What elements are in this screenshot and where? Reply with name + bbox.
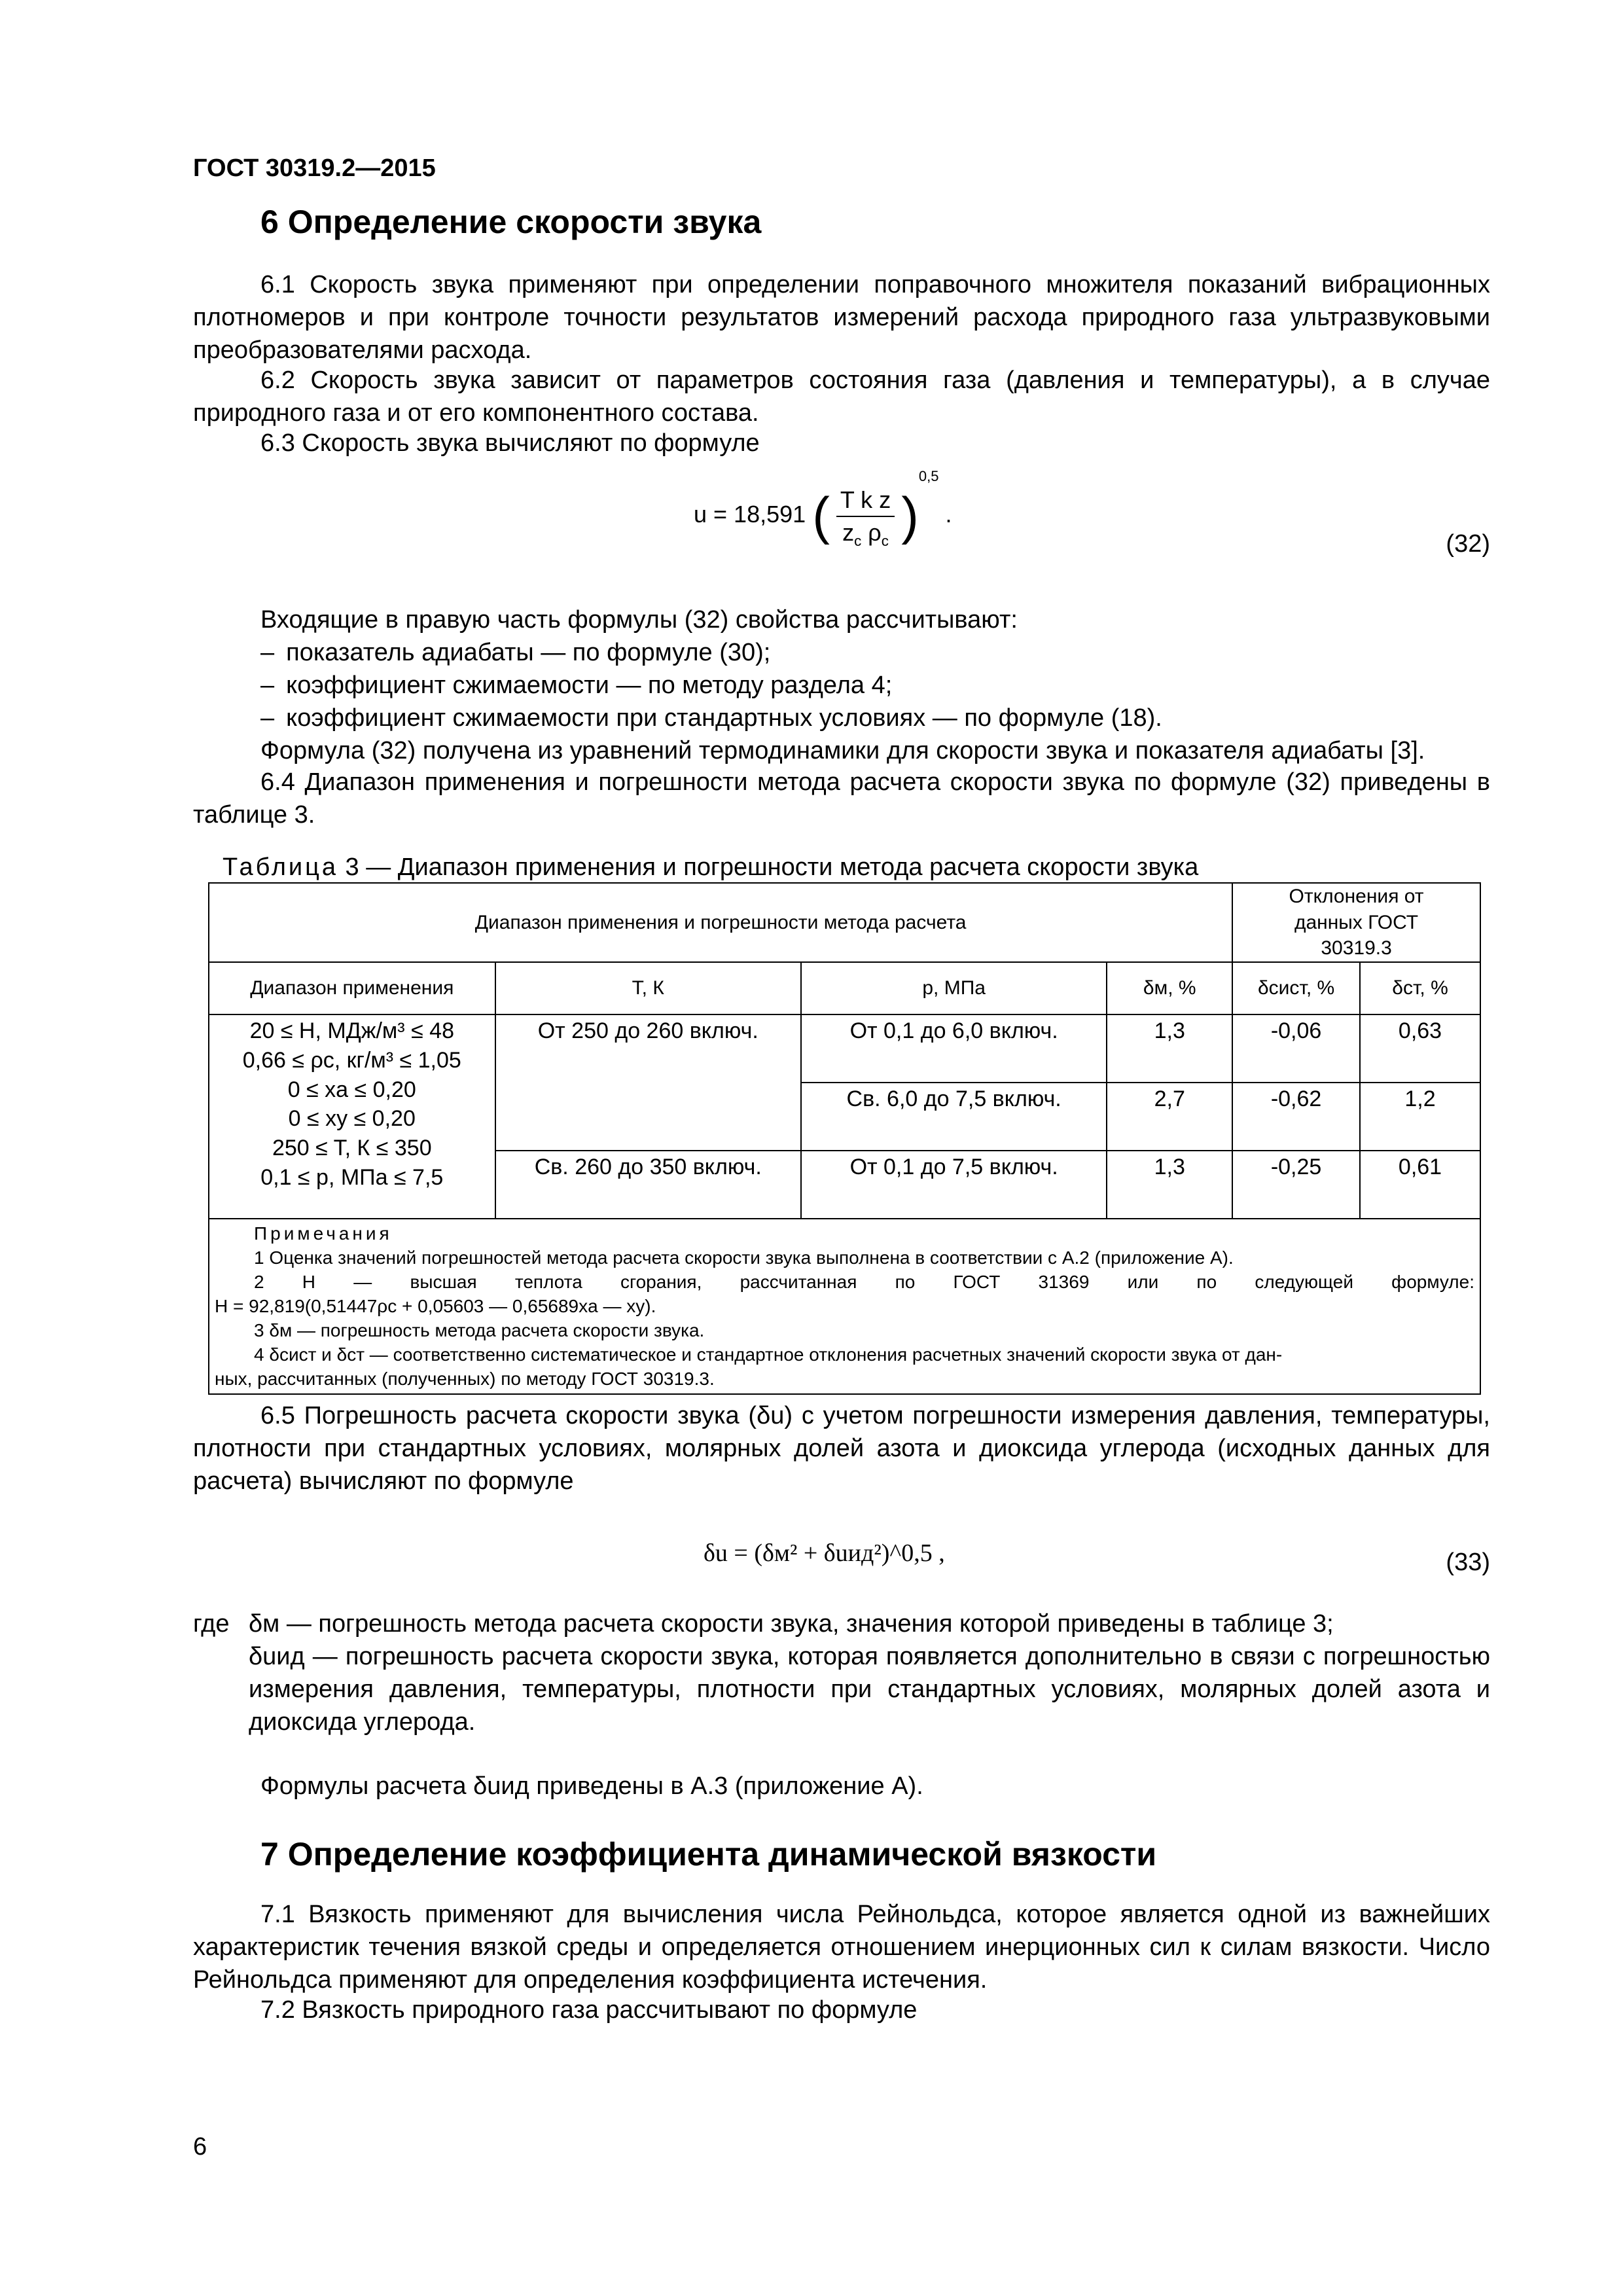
table-cell-dst-1: 0,63 — [1360, 1014, 1480, 1083]
property-item-3: – коэффициент сжимаемости при стандартных условиях — по формуле (18). — [260, 704, 1162, 732]
formula-32-exponent: 0,5 — [918, 468, 939, 485]
formula-33: δu = (δм² + δuид²)^0,5 , — [704, 1539, 945, 1567]
equation-number-32: (32) — [1446, 530, 1490, 558]
table-cell-p-1: От 0,1 до 6,0 включ. — [801, 1014, 1107, 1083]
range-cell: 20 ≤ H, МДж/м³ ≤ 48 0,66 ≤ ρc, кг/м³ ≤ 1,05 0 ≤ xa ≤ 0,20 0 ≤ xy ≤ 0,20 250 ≤ T, К ≤ 350 0,1 ≤ p, МПа ≤ 7,5 — [209, 1014, 495, 1219]
left-paren-icon: ( — [812, 486, 830, 545]
table-cell-dm-3: 1,3 — [1107, 1151, 1232, 1219]
note-2: 2 H — высшая теплота сгорания, рассчитанная по ГОСТ 31369 или по следующей формуле: — [254, 1271, 1474, 1292]
note-4-cont: ных, рассчитанных (полученных) по методу ГОСТ 30319.3. — [215, 1368, 715, 1389]
section-7-title: 7 Определение коэффициента динамической вязкости — [260, 1836, 1157, 1873]
paragraph-6-5: 6.5 Погрешность расчета скорости звука (δu) с учетом погрешности измерения давления, температуры, плотности при стандартных условиях, молярных долей азота и диоксида углерода (исходных данных для расчета) вычисляют по формуле — [193, 1402, 1490, 1496]
table-cell-dm-2: 2,7 — [1107, 1083, 1232, 1151]
page-number: 6 — [193, 2133, 207, 2161]
header-T: T, К — [495, 962, 801, 1014]
header-dm: δм, % — [1107, 962, 1232, 1014]
table-cell-p-2: Св. 6,0 до 7,5 включ. — [801, 1083, 1107, 1151]
header-main: Диапазон применения и погрешности метода расчета — [209, 883, 1232, 962]
where-lead: где — [193, 1610, 230, 1638]
formulas-reference: Формулы расчета δuид приведены в А.3 (приложение А). — [260, 1772, 923, 1800]
note-2-formula: H = 92,819(0,51447ρc + 0,05603 — 0,65689xa — xy). — [215, 1295, 656, 1316]
notes-heading: Примечания — [254, 1223, 393, 1244]
where-duid: δuид — погрешность расчета скорости звука, которая появляется дополнительно в связи с погрешностью измерения давления, температуры, плотности при стандартных условиях, молярных долей азота и диоксида углерода. — [249, 1643, 1490, 1736]
table-cell-dm-1: 1,3 — [1107, 1014, 1232, 1083]
header-p: p, МПа — [801, 962, 1107, 1014]
formula-32-fraction — [836, 484, 895, 548]
table-cell-T-1: От 250 до 260 включ. — [495, 1014, 801, 1151]
formula-32-tail: . — [945, 501, 952, 528]
note-1: 1 Оценка значений погрешностей метода расчета скорости звука выполнена в соответствии с А.2 (приложение А). — [254, 1247, 1234, 1268]
equation-number-33: (33) — [1446, 1549, 1490, 1576]
table-3 — [208, 882, 1481, 1395]
section-6-title: 6 Определение скорости звука — [260, 204, 762, 240]
paragraph-7-1: 7.1 Вязкость применяют для вычисления числа Рейнольдса, которое является одной из важнейших характеристик течения вязкой среды и определяется отношением инерционных сил к силам вязкости. Число Рейнольдса применяют для определения коэффициента истечения. — [193, 1901, 1490, 1994]
paragraph-7-2: 7.2 Вязкость природного газа рассчитывают по формуле — [260, 1996, 918, 2024]
table-cell-dsist-2: -0,62 — [1232, 1083, 1360, 1151]
header-deviations: Отклонения от данных ГОСТ 30319.3 — [1232, 883, 1480, 962]
header-dsist: δсист, % — [1232, 962, 1360, 1014]
paragraph-6-2: 6.2 Скорость звука зависит от параметров состояния газа (давления и температуры), а в случае природного газа и от его компонентного состава. — [193, 367, 1490, 427]
table-3-caption: Таблица 3 — Диапазон применения и погрешности метода расчета скорости звука — [223, 853, 1199, 881]
formula-32-denominator: $z_c$ $\rho_c$ — [842, 518, 889, 549]
property-item-1: – показатель адиабаты — по формуле (30); — [260, 639, 771, 666]
table-cell-T-3: Св. 260 до 350 включ. — [495, 1151, 801, 1219]
header-dst: δст, % — [1360, 962, 1480, 1014]
formula-32-lhs: u = 18,591 — [694, 501, 806, 528]
table-notes — [209, 1219, 1480, 1395]
right-paren-icon: ) — [901, 486, 919, 545]
property-item-2: – коэффициент сжимаемости — по методу раздела 4; — [260, 672, 893, 699]
paragraph-6-1: 6.1 Скорость звука применяют при определении поправочного множителя показаний вибрационных плотномеров и при контроле точности результатов измерений расхода природного газа ультразвуковыми преобразователями расхода. — [193, 271, 1490, 365]
properties-intro: Входящие в правую часть формулы (32) свойства рассчитывают: — [260, 606, 1018, 634]
formula-32-note: Формула (32) получена из уравнений термодинамики для скорости звука и показателя адиабаты [3]. — [260, 737, 1425, 764]
paragraph-6-3: 6.3 Скорость звука вычисляют по формуле — [260, 429, 760, 457]
table-cell-dsist-3: -0,25 — [1232, 1151, 1360, 1219]
table-cell-dst-2: 1,2 — [1360, 1083, 1480, 1151]
table-cell-dsist-1: -0,06 — [1232, 1014, 1360, 1083]
table-cell-p-3: От 0,1 до 7,5 включ. — [801, 1151, 1107, 1219]
document-header: ГОСТ 30319.2—2015 — [193, 154, 436, 182]
note-4: 4 δсист и δст — соответственно систематическое и стандартное отклонения расчетных значений скорости звука от дан- — [254, 1344, 1283, 1365]
paragraph-6-4: 6.4 Диапазон применения и погрешности метода расчета скорости звука по формуле (32) приведены в таблице 3. — [193, 768, 1490, 829]
table-cell-dst-3: 0,61 — [1360, 1151, 1480, 1219]
where-dm: δм — погрешность метода расчета скорости звука, значения которой приведены в таблице 3; — [249, 1610, 1334, 1638]
formula-32-numerator: T k z — [836, 484, 895, 517]
note-3: 3 δм — погрешность метода расчета скорости звука. — [254, 1319, 705, 1340]
formula-32 — [694, 468, 952, 549]
header-range: Диапазон применения — [209, 962, 495, 1014]
